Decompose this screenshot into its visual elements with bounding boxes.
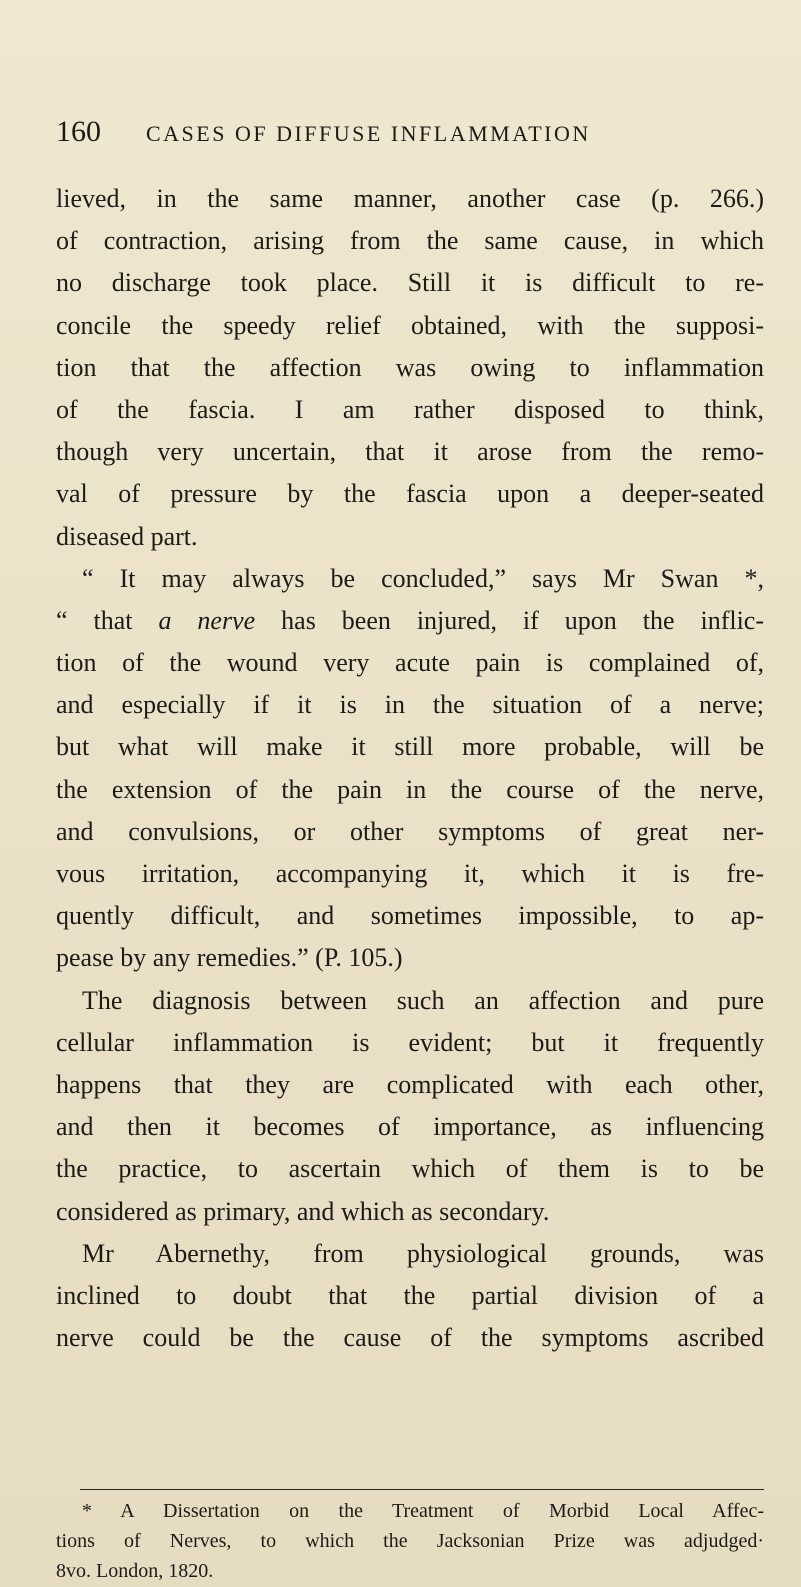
text-line	[56, 600, 764, 642]
text-line: tion of the wound very acute pain is complained of,	[56, 648, 764, 678]
footnote-line: * A Dissertation on the Treatment of Morbid Local Affec-	[82, 1500, 764, 1522]
text-line: vous irritation, accompanying it, which it is fre-	[56, 859, 764, 888]
text-line: the practice, to ascertain which of them is to be	[56, 1154, 764, 1184]
text-line: of the fascia. I am rather disposed to think,	[56, 394, 764, 424]
text-line: and then it becomes of importance, as influencing	[56, 1112, 764, 1142]
text-line: and especially if it is in the situation of a nerve;	[56, 690, 764, 720]
running-head	[56, 112, 776, 152]
text-line: the extension of the pain in the course of the nerve,	[56, 774, 764, 804]
text-line: but what will make it still more probable, will be	[56, 732, 764, 762]
text-line: and convulsions, or other symptoms of great ner-	[56, 816, 764, 846]
text-run: “ that	[56, 605, 159, 635]
text-line: val of pressure by the fascia upon a deeper-seated	[56, 479, 764, 509]
text-line: no discharge took place. Still it is difficult to re-	[56, 268, 764, 298]
footnote	[56, 1496, 764, 1586]
running-title: CASES OF DIFFUSE INFLAMMATION	[146, 121, 591, 146]
text-line: though very uncertain, that it arose from the remo-	[56, 437, 764, 467]
text-line: tion that the affection was owing to inflammation	[56, 352, 764, 382]
footnote-line: tions of Nerves, to which the Jacksonian Prize was adjudged·	[56, 1530, 764, 1552]
text-line: concile the speedy relief obtained, with the supposi-	[56, 310, 764, 340]
text-line: nerve could be the cause of the symptoms ascribed	[56, 1323, 764, 1353]
text-line: considered as primary, and which as secondary.	[56, 1196, 550, 1226]
text-line: quently difficult, and sometimes impossible, to ap-	[56, 901, 764, 931]
text-line: inclined to doubt that the partial division of a	[56, 1280, 764, 1310]
text-line: Mr Abernethy, from physiological grounds, was	[82, 1238, 764, 1268]
text-line: cellular inflammation is evident; but it frequently	[56, 1027, 764, 1057]
footnote-line: 8vo. London, 1820.	[56, 1560, 214, 1582]
text-run: has been injured, if upon the inflic-	[255, 605, 764, 635]
footnote-rule	[80, 1489, 764, 1490]
text-line: of contraction, arising from the same cause, in which	[56, 226, 764, 256]
text-line: diseased part.	[56, 521, 198, 551]
text-line: lieved, in the same manner, another case (p. 266.)	[56, 184, 764, 213]
text-line: “ It may always be concluded,” says Mr Swan *,	[82, 563, 764, 593]
page-number: 160	[56, 115, 101, 148]
body-text	[56, 178, 764, 1359]
italic-run: a nerve	[158, 605, 256, 635]
text-line: pease by any remedies.” (P. 105.)	[56, 943, 403, 973]
text-line: The diagnosis between such an affection and pure	[82, 985, 764, 1015]
text-line: happens that they are complicated with each other,	[56, 1069, 764, 1099]
